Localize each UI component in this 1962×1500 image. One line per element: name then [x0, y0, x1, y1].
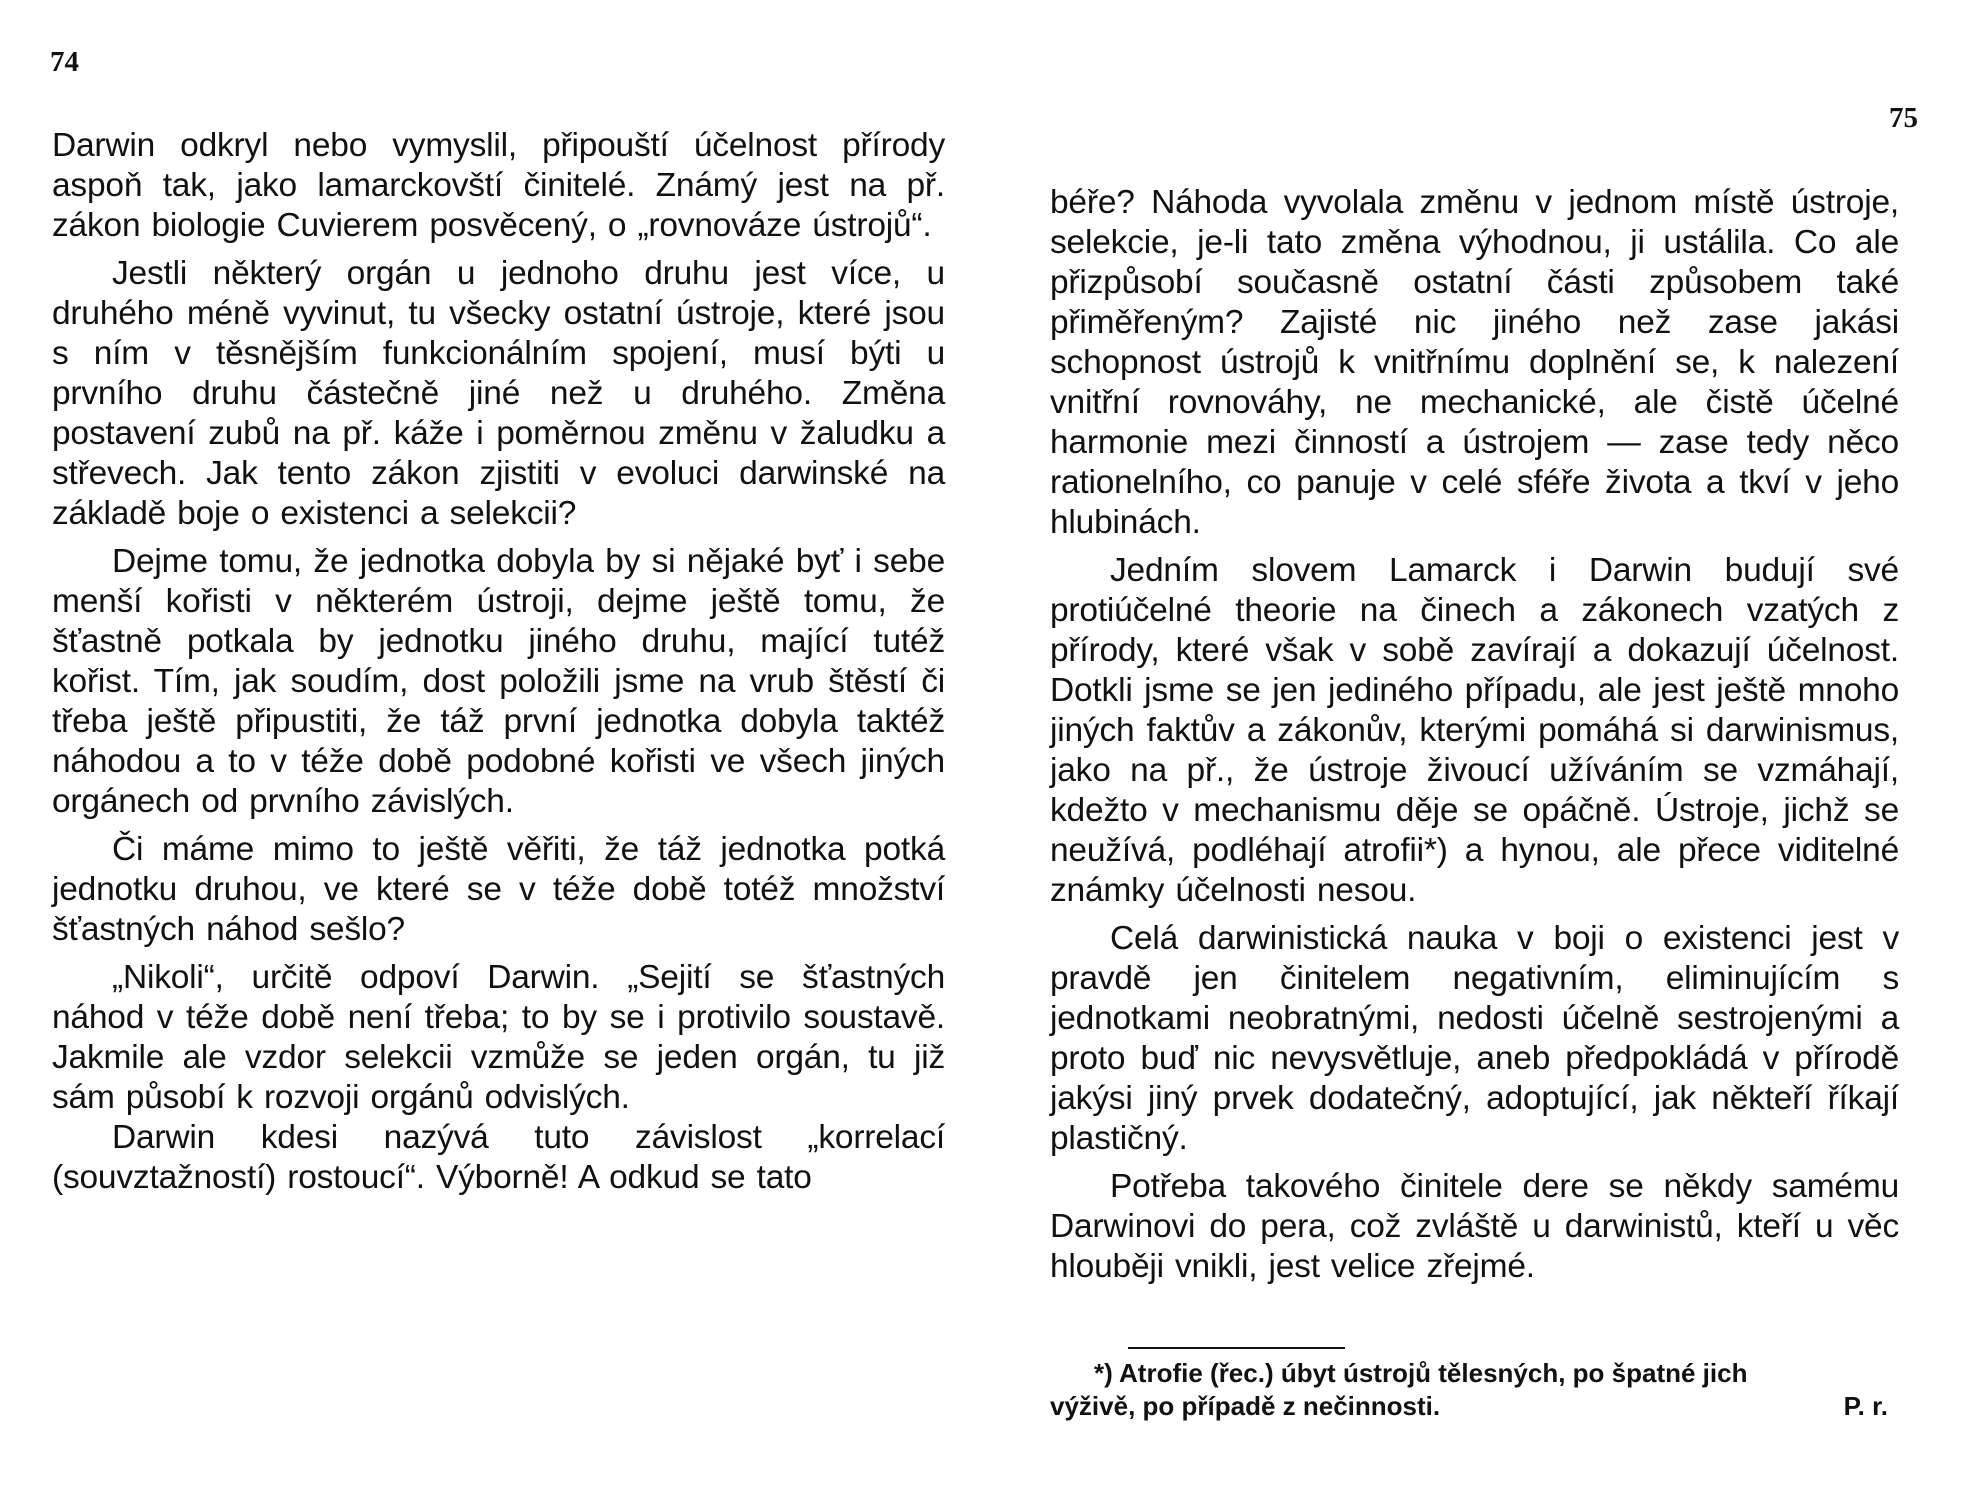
left-paragraph-1: Darwin odkryl nebo vymyslil, připouští účelnost přírody aspoň tak, jako lamarckovští činitelé. Známý jest na př. zákon biologie Cuvierem posvěcený, o „rovnováze ústrojů“. — [52, 127, 945, 244]
right-paragraph-1: béře? Náhoda vyvolala změnu v jednom místě ústroje, selekcie, je-li tato změna výhodnou, ji ustálila. Co ale přizpůsobí současně ostatní části způsobem také přiměřeným? Zajisté nic jiného než zase jakási schopnost ústrojů k vnitřnímu doplnění se, k nalezení vnitřní rovnováhy, ne mechanické, ale čistě účelné harmonie mezi činností a ústrojem — zase tedy něco rationelního, co panuje v celé sféře života a tkví v jeho hlubinách. — [1050, 184, 1899, 541]
left-paragraph-4: Či máme mimo to ještě věřiti, že táž jednotka potká jednotku druhou, ve které se v téže době totéž množství šťastných náhod sešlo? — [52, 831, 945, 948]
footnote-line-2-row — [1050, 1390, 1918, 1423]
left-page-number: 74 — [50, 46, 79, 78]
left-paragraph-6: Darwin kdesi nazývá tuto závislost „korrelací (souvztažností) rostoucí“. Výborně! A odkud se tato — [52, 1119, 945, 1196]
footnote — [1050, 1357, 1918, 1423]
footnote-signature: P. r. — [1843, 1391, 1888, 1421]
footnote-line-1: *) Atrofie (řec.) úbyt ústrojů tělesných, po špatné jich — [1094, 1358, 1748, 1388]
left-paragraph-2: Jestli některý orgán u jednoho druhu jest více, u druhého méně vyvinut, tu všecky ostatní ústroje, které jsou s ním v těsnějším funkcionálním spojení, musí býti u prvního druhu částečně jiné než u druhého. Změna postavení zubů na př. káže i poměrnou změnu v žaludku a střevech. Jak tento zákon zjistiti v evoluci darwinské na základě boje o existenci a selekcii? — [52, 255, 945, 532]
left-paragraph-3: Dejme tomu, že jednotka dobyla by si nějaké byť i sebe menší kořisti v některém ústroji, dejme ještě tomu, že šťastně potkala by jednotku jiného druhu, mající tutéž kořist. Tím, jak soudím, dost položili jsme na vrub štěstí či třeba ještě připustiti, že táž první jednotka dobyla taktéž náhodou a to v téže době podobné kořisti ve všech jiných orgánech od prvního závislých. — [52, 543, 945, 820]
right-page — [981, 0, 1962, 1500]
right-paragraph-2: Jedním slovem Lamarck i Darwin budují své protiúčelné theorie na činech a zákonech vzatých z přírody, které však v sobě zavírají a dokazují účelnost. Dotkli jsme se jen jediného případu, ale jest ještě mnoho jiných faktův a zákonův, kterými pomáhá si darwinismus, jako na př., že ústroje živoucí užíváním se vzmáhají, kdežto v mechanismu děje se opáčně. Ústroje, jichž se neužívá, podléhají atrofii*) a hynou, ale přece viditelné známky účelnosti nesou. — [1050, 552, 1899, 909]
right-paragraph-4: Potřeba takového činitele dere se někdy samému Darwinovi do pera, což zvláště u darwinistů, kteří u věc hlouběji vnikli, jest velice zřejmé. — [1050, 1168, 1899, 1285]
left-page-body — [52, 126, 945, 1206]
left-paragraph-5: „Nikoli“, určitě odpoví Darwin. „Sejití se šťastných náhod v téže době není třeba; to by se i protivilo soustavě. Jakmile ale vzdor selekcii vzmůže se jeden orgán, tu již sám působí k rozvoji orgánů odvislých. — [52, 959, 945, 1116]
right-page-number: 75 — [1889, 102, 1918, 134]
footnote-line-2: výživě, po případě z nečinnosti. — [1050, 1391, 1441, 1421]
right-page-body — [1050, 183, 1899, 1295]
footnote-divider — [1128, 1347, 1345, 1349]
right-paragraph-3: Celá darwinistická nauka v boji o existenci jest v pravdě jen činitelem negativním, eliminujícím s jednotkami neobratnými, nedosti účelně sestrojenými a proto buď nic nevysvětluje, aneb předpokládá v přírodě jakýsi jiný prvek dodatečný, adoptující, jak někteří říkají plastičný. — [1050, 920, 1899, 1157]
